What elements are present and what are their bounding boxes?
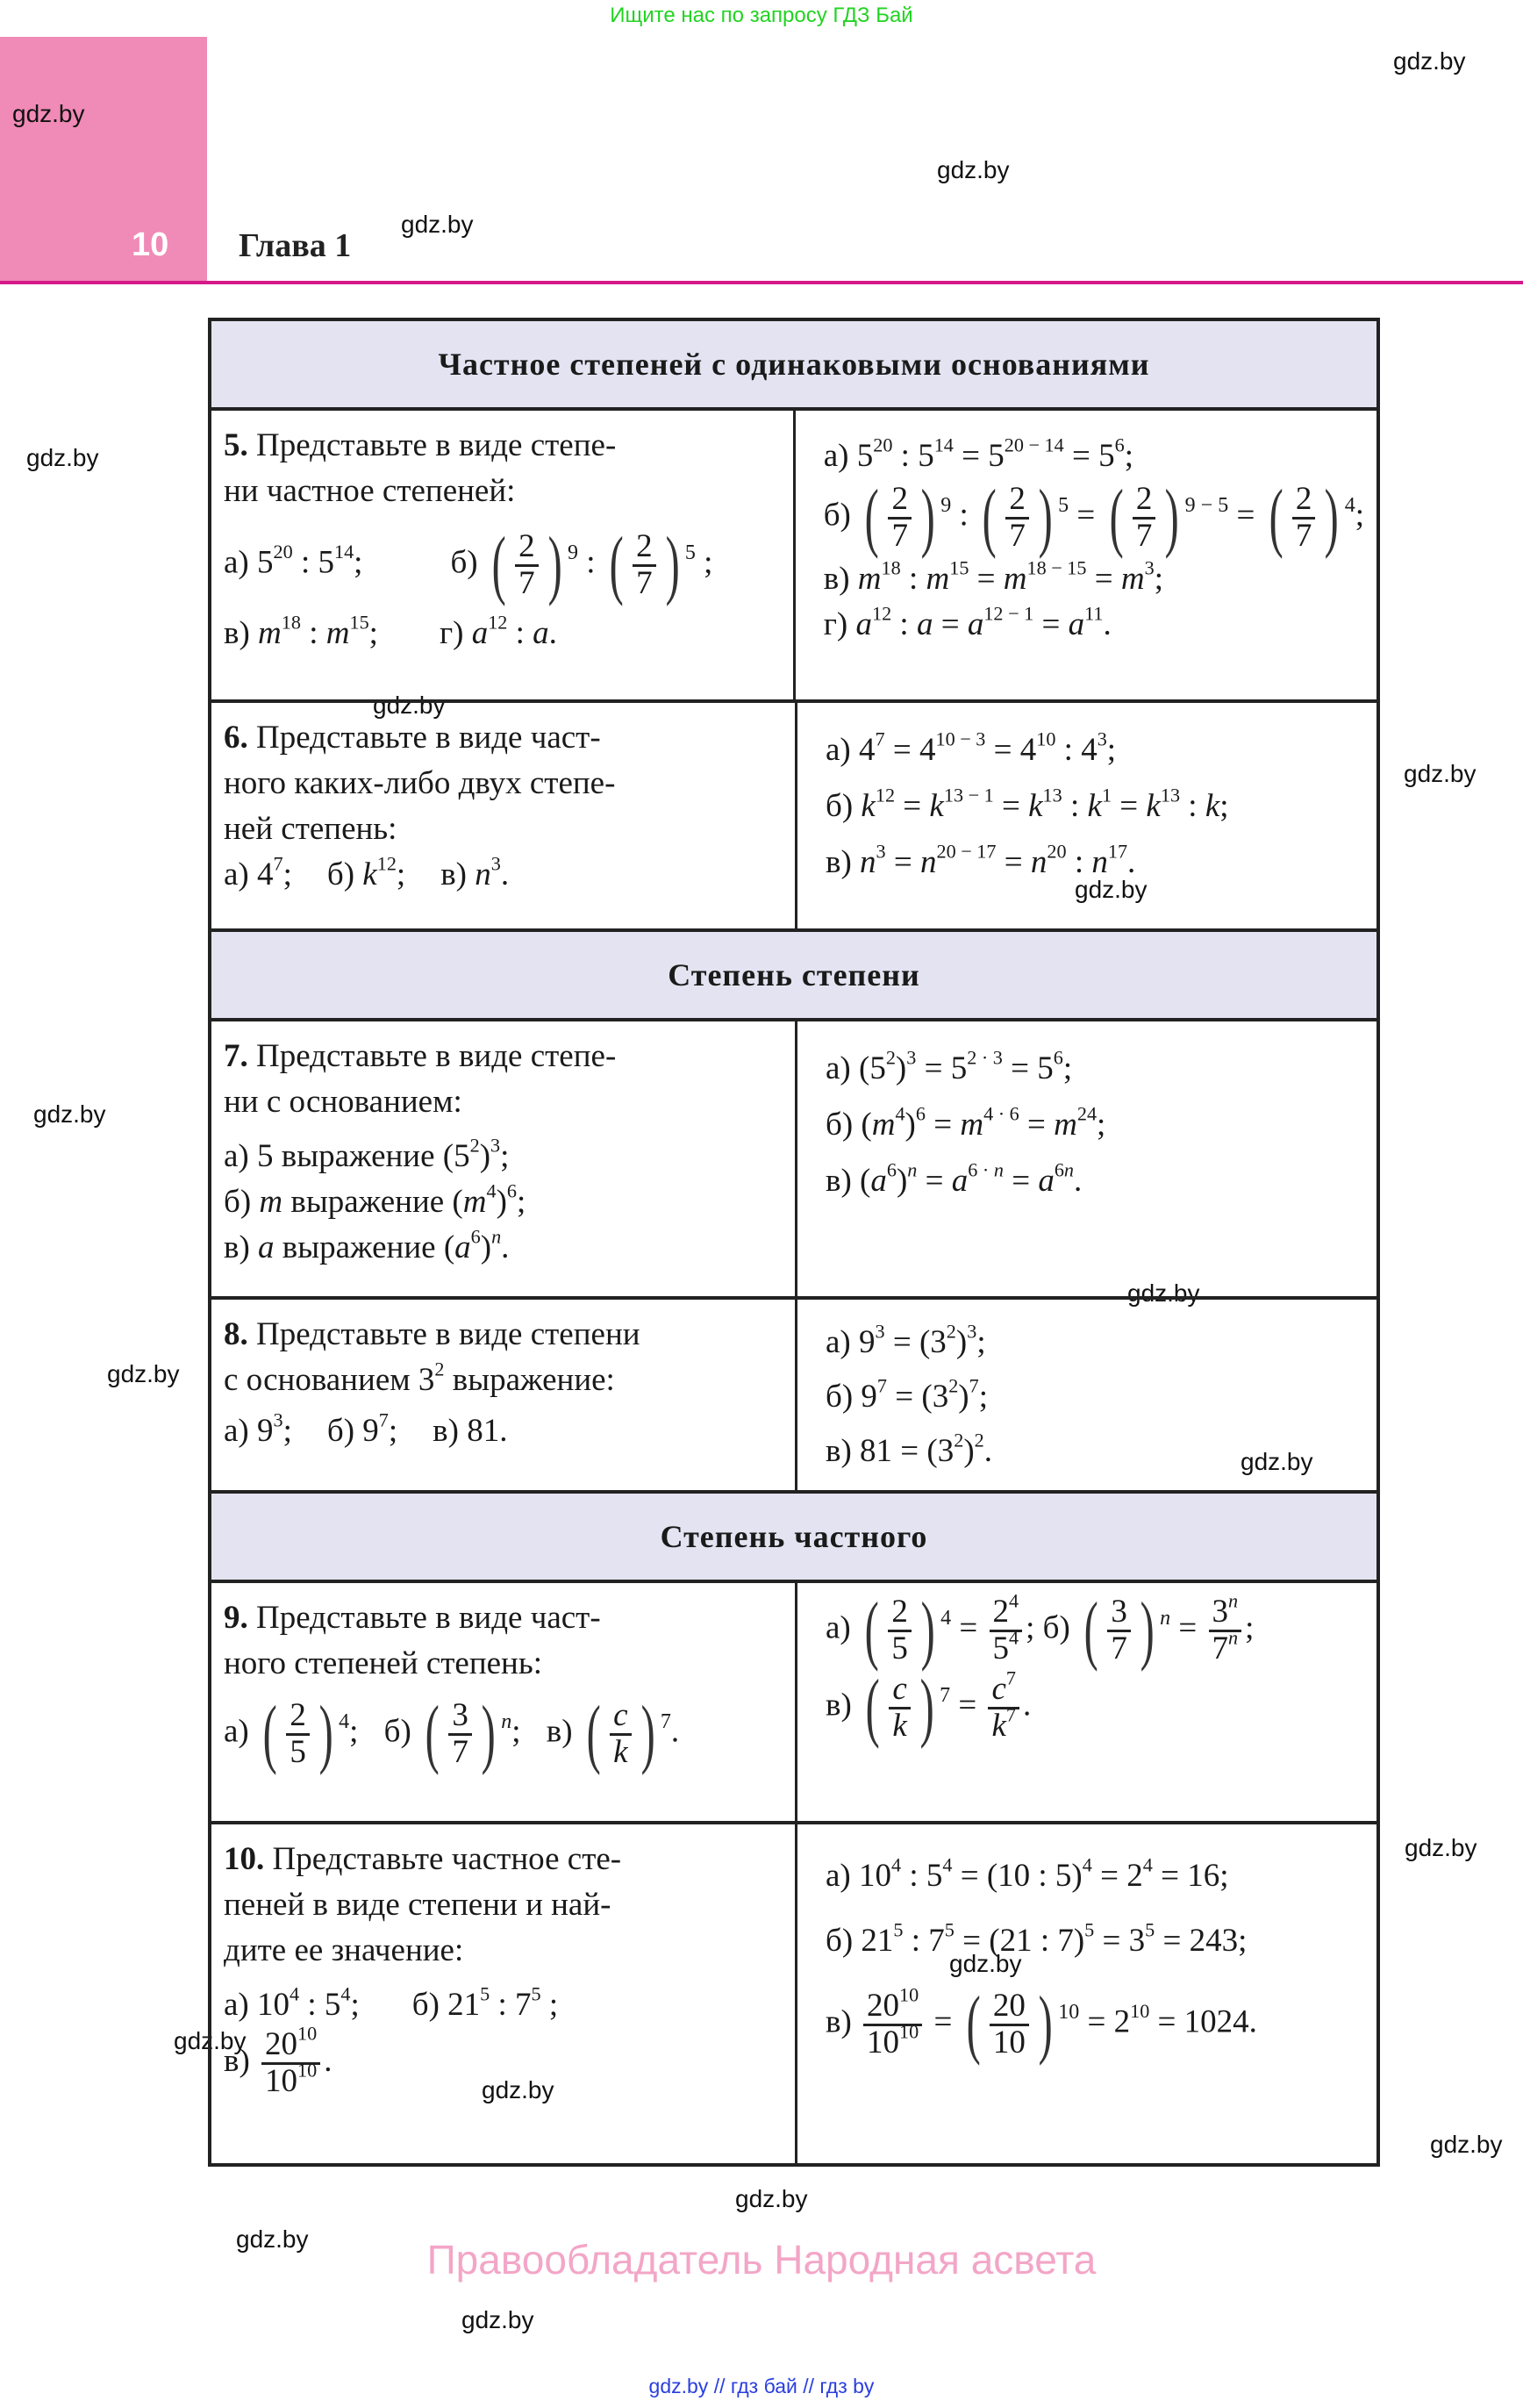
watermark: gdz.by bbox=[949, 1950, 1022, 1977]
task-8-question: 8. Представьте в виде степени с основанием $3^2$ выражение: а) $9^3$; б) $9^7$; в) 81. bbox=[211, 1300, 797, 1490]
page-number: 10 bbox=[132, 226, 169, 263]
task-row-9 bbox=[211, 1583, 1376, 1824]
watermark: gdz.by bbox=[1241, 1448, 1313, 1475]
section-header-quotient-same-base bbox=[211, 321, 1376, 411]
task-text: Представьте в виде степени bbox=[256, 1316, 640, 1352]
watermark: gdz.by bbox=[26, 444, 99, 471]
watermark: gdz.by bbox=[937, 156, 1010, 183]
task-6-items: а) $4^7$; б) $k^{12}$; в) $n^3$. bbox=[224, 852, 510, 892]
task-row-5 bbox=[211, 411, 1376, 703]
section-title: Частное степеней с одинаковыми основаниями bbox=[438, 347, 1150, 382]
task-row-6 bbox=[211, 703, 1376, 932]
watermark: gdz.by bbox=[1393, 47, 1466, 75]
watermark: gdz.by bbox=[1075, 876, 1148, 903]
task-9-items: а) ( $\frac{2}{5}$ ) 4 ; б) ( $\frac{3}{7}$ ) n ; в) ( $\frac{c}{k}$ ) 7 . bbox=[224, 1691, 680, 1776]
exercises-table bbox=[208, 318, 1380, 2167]
task-5-items-ab: а) $5^{20}$ : $5^{14}$; б) ( $\frac{2}{7}$ ) 9 : ( $\frac{2}{7}$ ) 5 ; bbox=[224, 522, 713, 607]
task-6-question bbox=[211, 703, 797, 928]
search-hint-banner: Ищите нас по запросу ГДЗ Бай bbox=[610, 4, 913, 27]
task-8-answer: а) $9^3 = (3^2)^3$; б) $9^7 = (3^2)^7$; в) $81 = (3^2)^2$. bbox=[826, 1320, 992, 1469]
task-9-answer: а) ( $\frac{2}{5}$ ) 4 = $\frac{2^4}{5^4}$ ; б) ( $\frac{3}{7}$ ) n = $\frac{3^n}{7^n}$ ; в) ( $\frac{c}{k}$ ) 7 = $\frac{c^7}{k^7}$ . bbox=[826, 1587, 1255, 1750]
chapter-title: Глава 1 bbox=[239, 227, 352, 264]
task-number: 9. bbox=[224, 1600, 248, 1636]
task-7-answer: а) $(5^2)^3 = 5^{2 \cdot 3} = 5^6$; б) $(m^4)^6 = m^{4 \cdot 6} = m^{24}$; в) $(a^6)^n = a^{6 \cdot n} = a^{6n}$. bbox=[826, 1046, 1106, 1199]
task-8-items: а) $9^3$; б) $9^7$; в) 81. bbox=[224, 1408, 508, 1449]
watermark: gdz.by bbox=[482, 2076, 554, 2103]
task-row-8 bbox=[211, 1300, 1376, 1494]
watermark: gdz.by bbox=[107, 1360, 180, 1387]
section-header-power-of-power bbox=[211, 932, 1376, 1021]
task-number: 5. bbox=[224, 427, 248, 463]
task-number: 6. bbox=[224, 720, 248, 756]
section-title: Степень частного bbox=[660, 1519, 928, 1554]
task-text: дите ее значение: bbox=[224, 1932, 464, 1968]
task-text: ного каких-либо двух степе- bbox=[224, 765, 616, 801]
task-number: 10. bbox=[224, 1841, 265, 1877]
task-5-items-cd: в) $m^{18}$ : $m^{15}$; г) $a^{12}$ : a. bbox=[224, 611, 557, 651]
task-text: Представьте в виде степе- bbox=[256, 427, 617, 463]
section-title: Степень степени bbox=[668, 957, 920, 993]
chapter-color-tab bbox=[0, 37, 207, 281]
task-row-10 bbox=[211, 1824, 1376, 2163]
task-text: пеней в виде степени и най- bbox=[224, 1887, 611, 1923]
footer-links[interactable]: gdz.by // гдз бай // гдз by bbox=[648, 2375, 875, 2397]
task-5-question bbox=[211, 411, 796, 699]
watermark: gdz.by bbox=[33, 1100, 106, 1128]
watermark: gdz.by bbox=[236, 2225, 309, 2253]
task-text: ни частное степеней: bbox=[224, 473, 516, 509]
task-text: ного степеней степень: bbox=[224, 1645, 543, 1681]
task-text: Представьте в виде част- bbox=[256, 1600, 601, 1636]
task-10-question: 10. Представьте частное сте- пеней в виде степени и най- дите ее значение: а) $10^4$ : $5^4$; б) $21^5$ : $7^5$ ; в) $\frac{20^{10}}{10^{10}}$ . bbox=[211, 1824, 797, 2163]
watermark: gdz.by bbox=[1405, 1834, 1477, 1861]
watermark: gdz.by bbox=[373, 692, 446, 719]
section-header-power-of-quotient bbox=[211, 1494, 1376, 1583]
task-number: 8. bbox=[224, 1316, 248, 1352]
watermark: gdz.by bbox=[1127, 1279, 1200, 1307]
watermark: gdz.by bbox=[174, 2027, 247, 2054]
watermark: gdz.by bbox=[12, 100, 85, 127]
task-text: ни с основанием: bbox=[224, 1084, 462, 1120]
watermark: gdz.by bbox=[1404, 760, 1477, 787]
watermark: gdz.by bbox=[401, 211, 474, 238]
task-text: Представьте частное сте- bbox=[272, 1841, 622, 1877]
task-7-question: 7. Представьте в виде степе- ни с основанием: а) 5 выражение $(5^2)^3$; б) m выражение $(m^4)^6$; в) a выражение $(a^6)^n$. bbox=[211, 1021, 797, 1296]
task-text: Представьте в виде степе- bbox=[256, 1038, 617, 1074]
task-5-answer: а) $5^{20}$ : $5^{14} = 5^{20 - 14} = 5^6$; б) ( $\frac{2}{7}$ ) 9 : ( $\frac{2}{7}$ ) 5 = ( $\frac{2}{7}$ ) 9 − 5 = ( $\frac{2}{7}$ ) 4 ; в) $m^{18}$ : $m^{15} = m^{18 - 15} = m^3$; г) $a^{12}$ : $a = a^{12 - 1} = a^{11}$. bbox=[823, 434, 1364, 642]
task-text: ней степень: bbox=[224, 811, 397, 847]
header-divider bbox=[0, 281, 1523, 284]
watermark: gdz.by bbox=[461, 2306, 534, 2333]
watermark: gdz.by bbox=[1430, 2131, 1503, 2158]
task-text: Представьте в виде част- bbox=[256, 720, 601, 756]
watermark: gdz.by bbox=[735, 2185, 808, 2212]
task-row-7 bbox=[211, 1021, 1376, 1300]
copyright-notice: Правообладатель Народная асвета bbox=[426, 2237, 1097, 2283]
task-9-question bbox=[211, 1583, 797, 1821]
task-10-answer: а) $10^4$ : $5^4 = (10$ : $5)^4 = 2^4 = 16$; б) $21^5$ : $7^5 = (21$ : $7)^5 = 3^5 = 243$; в) $\frac{20^{10}}{10^{10}}$ = ( $\frac{20}{10}$ ) 10 = $2^{10} = 1024$. bbox=[826, 1853, 1257, 2067]
task-6-answer: а) $4^7 = 4^{10 - 3} = 4^{10}$ : $4^3$; б) $k^{12} = k^{13 - 1} = k^{13}$ : $k^1 = k^{13}$ : k; в) $n^3 = n^{20 - 17} = n^{20}$ : $n^{17}$. bbox=[826, 727, 1229, 880]
task-number: 7. bbox=[224, 1038, 248, 1074]
